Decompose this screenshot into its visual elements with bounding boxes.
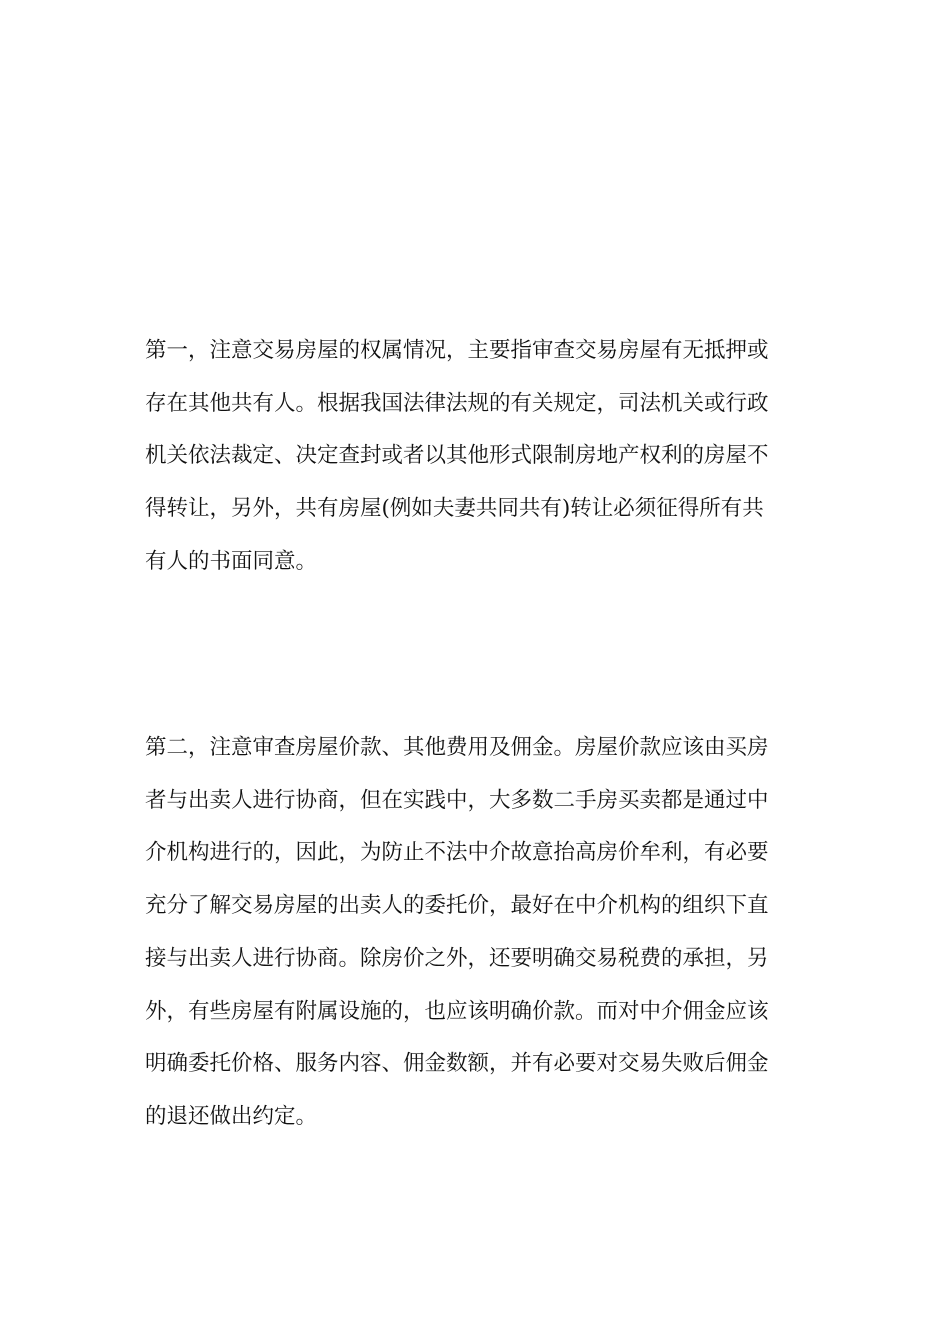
text-line: 存在其他共有人。根据我国法律法规的有关规定，司法机关或行政 xyxy=(145,390,769,416)
text-line: 充分了解交易房屋的出卖人的委托价，最好在中介机构的组织下直 xyxy=(145,893,769,919)
text-line: 第一，注意交易房屋的权属情况，主要指审查交易房屋有无抵押或 xyxy=(145,338,769,363)
text-line: 的退还做出约定。 xyxy=(145,1103,318,1129)
text-line: 机关依法裁定、决定查封或者以其他形式限制房地产权利的房屋不 xyxy=(145,443,769,469)
text-line: 者与出卖人进行协商，但在实践中，大多数二手房买卖都是通过中 xyxy=(145,787,769,813)
text-line: 介机构进行的，因此，为防止不法中介故意抬高房价牟利，有必要 xyxy=(145,840,769,866)
text-line: 明确委托价格、服务内容、佣金数额，并有必要对交易失败后佣金 xyxy=(145,1051,769,1077)
paragraph-property-rights xyxy=(145,325,809,589)
text-line: 第二，注意审查房屋价款、其他费用及佣金。房屋价款应该由买房 xyxy=(145,735,769,760)
text-line: 得转让，另外，共有房屋(例如夫妻共同共有)转让必须征得所有共 xyxy=(145,496,764,522)
paragraph-price-and-commission xyxy=(145,722,809,1144)
text-line: 外，有些房屋有附属设施的，也应该明确价款。而对中介佣金应该 xyxy=(145,998,769,1024)
text-line: 有人的书面同意。 xyxy=(145,548,318,574)
text-line: 接与出卖人进行协商。除房价之外，还要明确交易税费的承担，另 xyxy=(145,945,769,971)
